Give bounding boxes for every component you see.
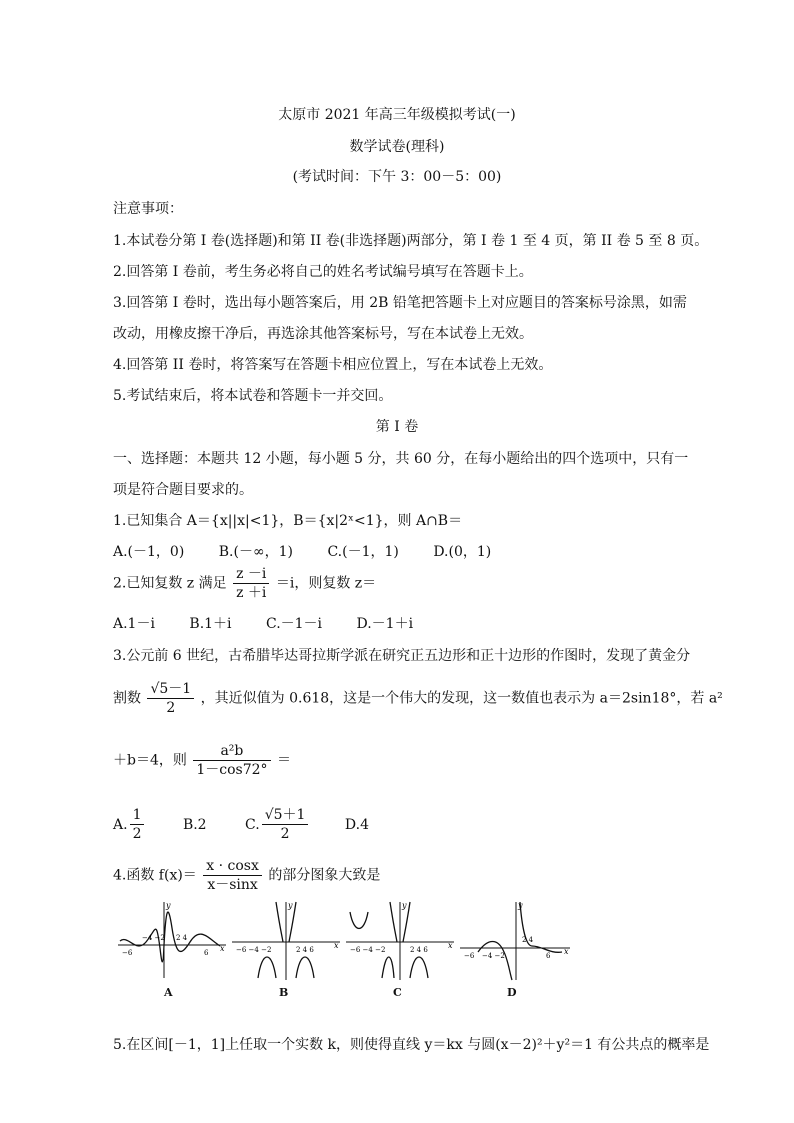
exam-time: (考试时间：下午 3：00－5：00): [292, 169, 502, 185]
notice-item: 4.回答第 II 卷时，将答案写在答题卡相应位置上，写在本试卷上无效。: [113, 357, 553, 373]
notice-item: 1.本试卷分第 I 卷(选择题)和第 II 卷(非选择题)两部分，第 I 卷 1 至 4 页，第 II 卷 5 至 8 页。: [113, 233, 709, 249]
svg-text:x: x: [220, 944, 225, 953]
svg-text:6: 6: [546, 952, 551, 960]
svg-text:y: y: [166, 901, 171, 910]
exam-title: 太原市 2021 年高三年级模拟考试(一): [278, 107, 516, 123]
question-3-line: 3.公元前 6 世纪，古希腊毕达哥拉斯学派在研究正五边形和正十边形的作图时，发现了黄金分: [113, 648, 691, 664]
question-2-stem: 2.已知复数 z 满足 $\frac{z -i}{z +i}$ ＝i，则复数 z＝: [113, 566, 377, 601]
svg-text:y: y: [288, 901, 293, 910]
section-instruction: 项是符合题目要求的。: [113, 482, 253, 498]
question-4-stem: 4.函数 f(x)＝ $\frac{x \cdot \cos x}{x-\sin x}$ 的部分图象大致是: [113, 858, 381, 893]
notice-item: 改动，用橡皮擦干净后，再选涂其他答案标号，写在本试卷上无效。: [113, 326, 533, 342]
option-c: C. $\frac{√5+1}{2}$: [245, 817, 315, 833]
graph-option-a: [116, 898, 228, 983]
option-a: A.(－1，0): [113, 544, 185, 560]
graph-label-c: C: [393, 986, 402, 999]
svg-text:6: 6: [204, 949, 209, 957]
part-title: 第 I 卷: [375, 419, 419, 435]
svg-text:x: x: [334, 941, 339, 950]
svg-text:2 4: 2 4: [176, 934, 188, 942]
option-d: D.－1＋i: [356, 616, 414, 632]
graph-label-a: A: [164, 986, 173, 999]
golden-ratio-fraction: $\frac{√5-1}{2}$: [147, 680, 194, 717]
svg-text:−4 −2: −4 −2: [142, 934, 165, 942]
svg-text:−4 −2: −4 −2: [482, 952, 505, 960]
graph-label-b: B: [279, 986, 289, 999]
option-c: C.－1－i: [265, 616, 323, 632]
graph-label-d: D: [507, 986, 517, 999]
svg-text:y: y: [402, 901, 407, 910]
graph-option-b: [230, 898, 342, 983]
exam-subtitle: 数学试卷(理科): [349, 139, 445, 155]
question-3-line: 割数 $\frac{√5-1}{2}$ ，其近似值为 0.618，这是一个伟大的发现，这一数值也表示为 a＝2sin18°，若 a²: [113, 681, 723, 716]
question-2-options: [113, 613, 443, 633]
svg-text:−6: −6: [464, 952, 475, 960]
option-b: B.2: [182, 816, 207, 833]
option-c: C.(－1，1): [327, 544, 399, 560]
graph-option-c: [344, 898, 456, 983]
option-a: A. $\frac{1}{2}$: [113, 817, 151, 833]
svg-text:−6 −4 −2: −6 −4 −2: [350, 946, 386, 954]
question-3-line: ＋b＝4，则 $\frac{\text{a²b}}{1-\cos 72^\circ}$ ＝: [113, 743, 291, 778]
section-instruction: 一、选择题：本题共 12 小题，每小题 5 分，共 60 分，在每小题给出的四个选项中，只有一: [113, 451, 689, 467]
question-1-options: [113, 541, 521, 561]
option-d: D.(0，1): [433, 544, 492, 560]
question-3-options: [113, 806, 369, 843]
graph-option-d: [458, 898, 572, 983]
expression-fraction: $\frac{\text{a²b}}{1-\cos 72^\circ}$: [193, 742, 270, 779]
notice-item: 3.回答第 I 卷时，选出每小题答案后，用 2B 铅笔把答题卡上对应题目的答案标号涂黑，如需: [113, 295, 687, 311]
svg-text:−6: −6: [122, 949, 133, 957]
svg-text:x: x: [448, 941, 453, 950]
fraction: $\frac{z -i}{z +i}$: [233, 565, 269, 602]
svg-text:2 4: 2 4: [522, 936, 534, 944]
question-1-stem: 1.已知集合 A＝{x||x|<1}，B＝{x|2ˣ<1}，则 A∩B＝: [113, 513, 463, 529]
option-b: B.(－∞，1): [218, 544, 293, 560]
svg-text:x: x: [564, 947, 569, 956]
notice-heading: 注意事项：: [113, 201, 183, 217]
function-fraction: $\frac{x \cdot \cos x}{x-\sin x}$: [203, 857, 262, 894]
svg-text:2 4 6: 2 4 6: [410, 946, 428, 954]
question-5-stem: 5.在区间[－1，1]上任取一个实数 k，则使得直线 y＝kx 与圆(x－2)²＋y²＝1 有公共点的概率是: [113, 1037, 710, 1053]
svg-text:−6 −4 −2: −6 −4 −2: [236, 946, 272, 954]
option-a: A.1－i: [113, 616, 155, 632]
option-b: B.1＋i: [189, 616, 232, 632]
option-d: D.4: [344, 816, 370, 833]
svg-text:2 4 6: 2 4 6: [296, 946, 314, 954]
notice-item: 2.回答第 I 卷前，考生务必将自己的姓名考试编号填写在答题卡上。: [113, 264, 533, 280]
svg-text:y: y: [518, 901, 523, 910]
notice-item: 5.考试结束后，将本试卷和答题卡一并交回。: [113, 388, 393, 404]
